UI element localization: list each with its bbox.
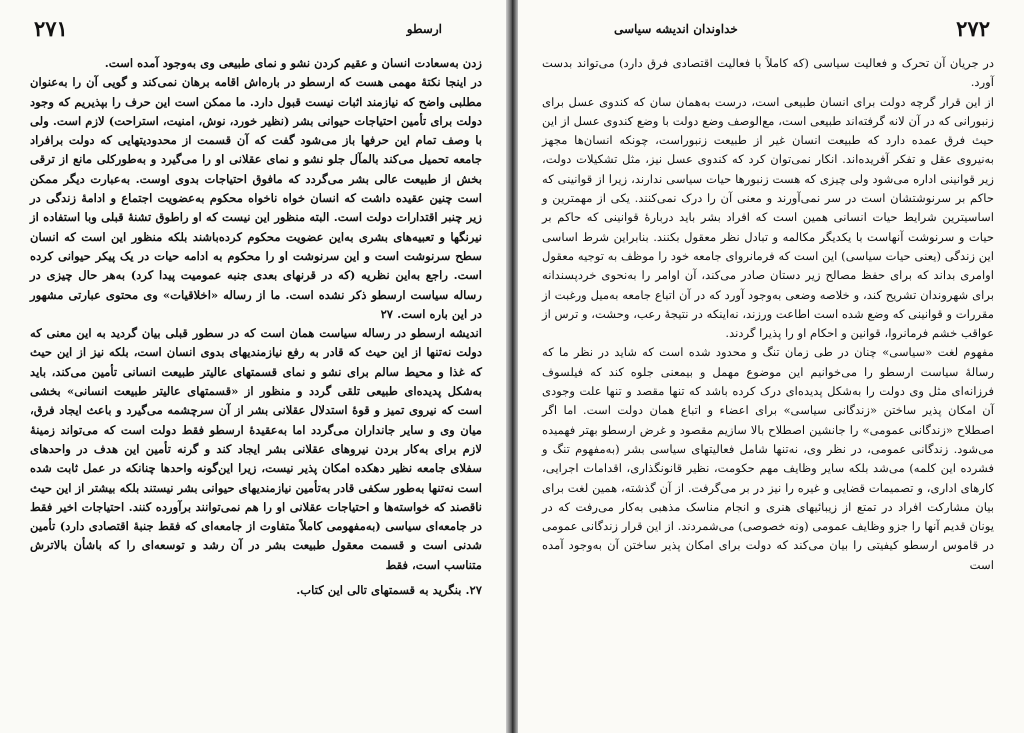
left-paragraph-1: زدن به‌سعادت انسان و عقیم کردن نشو و نمای طبیعی وی به‌وجود آمده است. xyxy=(104,56,482,70)
book-spine xyxy=(506,0,518,733)
right-page-header xyxy=(542,14,994,54)
left-page-header xyxy=(30,14,482,54)
right-running-title: خداوندان اندیشه سیاسی xyxy=(614,22,738,36)
right-page-number: ۲۷۲ xyxy=(956,16,990,41)
left-paragraph-3: اندیشه ارسطو در رساله سیاست همان است که در سطور قبلی بیان گردید به این معنی که دولت نه‌تنها از این حیث که قادر به رفع نیازمندیهای بدوی انسان است، بلکه نیز از این حیث که غذا و محیط سالم برای نشو و نمای قسمتهای عالیتر طبیعت انسانی تأمین می‌کند، باید به‌شکل پدیده‌ای طبیعی تلقی گردد و منظور از «قسمتهای عالیتر طبیعت انسانی» بخشی است که نیروی تمیز و قوهٔ استدلال عقلانی بشر از آن سرچشمه می‌گیرد و باعث ایجاد فرق، میان وی و سایر جانداران می‌گردد اما به‌عقیدهٔ ارسطو فقط دولت است که می‌تواند زمینهٔ لازم برای به‌کار بردن نیروهای عقلانی بشر ایجاد کند و گرنه تأمین این هدف در واحدهای سفلای جامعه نظیر دهکده امکان پذیر نیست، زیرا این‌گونه واحدها چنانکه در عمل ثابت شده است نه‌تنها به‌طور سکفی قادر به‌تأمین نیازمندیهای حیوانی بشر نیستند بلکه بیشتر از این حیث ناقصند که خواسته‌ها و احتیاجات عقلانی او را هم نمی‌توانند برآورده کنند. احتیاجات اخیر فقط در جامعه‌ای سیاسی (به‌مفهومی کاملاً متفاوت از جامعه‌ای که فقط جنبهٔ اقتصادی دارد) تأمین شدنی است و قسمت معقول طبیعت بشر در آن رشد و توسعه‌ای را که باشأن بالاترش متناسب است، فقط xyxy=(30,326,482,572)
left-paragraph-2: در اینجا نکتهٔ مهمی هست که ارسطو در باره‌اش اقامه برهان نمی‌کند و گویی آن را به‌عنوان مطلبی واضح که نیازمند اثبات نیست قبول دارد. ما ممکن است این حرف را بپذیریم که وجود دولت برای تأمین احتیاجات حیوانی بشر (نظیر خورد، نوش، امنیت، استراحت) لازم است. ولی با وصف تمام این حرفها باز می‌شود گفت که آن قسمت از محدودیتهایی که دولت برافراد جامعه تحمیل می‌کند بالمآل جلو نشو و نمای عقلانی او را می‌گیرد و به‌طورکلی مانع از ترقی بخش از طبیعت عالی بشر می‌گردد که مافوق احتیاجات بدوی اوست. به‌عبارت دیگر ممکن است چنین عقیده داشت که انسان خواه ناخواه محکوم به‌عضویت اجتماع و ادامهٔ زندگی در زیر چنبر اقتدارات دولت است. البته منظور این نیست که او راطوق تشنهٔ قبلی وبا استفاده از نیرنگها و تعبیه‌های بشری به‌این عضویت محکوم کرده‌باشند بلکه منظور این است که انسان سطح سرنوشت است و این سرنوشت او را محکوم به ادامه حیات در یک پیکر حیوانی کرده است. راجع به‌این نظریه (که در قرنهای بعدی جنبه عمومیت پیدا کرد) به‌هر حال چیزی در رساله سیاست ارسطو ذکر نشده است. ما از رساله «اخلاقیات» وی محتوی عبارتی مشهور در این باره است. ۲۷ xyxy=(30,75,482,321)
right-paragraph-3: مفهوم لغت «سیاسی» چنان در طی زمان تنگ و محدود شده است که شاید در نظر ما که رسالهٔ سیاست ارسطو را می‌خوانیم این موضوع مهمل و بیمعنی جلوه کند که فیلسوف فرزانه‌ای مثل وی دولت را به‌شکل پدیده‌ای درک کرده باشد که تنها مقصد و تنها علت وجودی آن امکان پذیر ساختن «زندگانی سیاسی» برای اعضاء و اتباع همان دولت است. اما اگر اصطلاح «زندگانی عمومی» را جانشین اصطلاح بالا سازیم مقصود و غرض ارسطو بهتر فهمیده می‌شود. زندگانی عمومی، در نظر وی، نه‌تنها شامل فعالیتهای سیاسی بشر (به‌مفهوم تنگ و فشرده این کلمه) می‌شد بلکه سایر وظایف مهم حکومت، نظیر قانونگذاری، اقدامات اجرایی، کارهای اداری، و تصمیمات قضایی و غیره را نیز در بر می‌گرفت. از آن گذشته، همین لغت برای بیان مشارکت افراد در تمتع از زیبائیهای هنری و انجام مناسک مذهبی به‌کار می‌رفت که در یونان قدیم آنها را جزو وظایف عمومی (ونه خصوصی) می‌شمردند. از این قرار زندگانی عمومی در قاموس ارسطو کیفیتی را بیان می‌کند که دولت برای امکان پذیر ساختن آن به‌وجود آمده است xyxy=(542,345,994,572)
left-page-body xyxy=(30,54,482,600)
right-paragraph-1: در جریان آن تحرک و فعالیت سیاسی (که کاملاً با فعالیت اقتصادی فرق دارد) می‌تواند بدست آورد. xyxy=(542,56,994,90)
left-page-number: ۲۷۱ xyxy=(34,16,68,41)
right-page xyxy=(512,0,1024,733)
right-page-body xyxy=(542,54,994,575)
right-paragraph-2: از این قرار گرچه دولت برای انسان طبیعی است، درست به‌همان سان که کندوی عسل برای زنبورانی که در آن لانه گرفته‌اند طبیعی است، مع‌الوصف وضع دولت با وضع کندوی عسل از این حیث فرق عمده دارد که طبیعت انسان غیر از طبیعت زنبوراست، چونکه انسان‌ها مجهز به‌نیروی عقل و تفکر آفریده‌اند. انکار نمی‌توان کرد که کندوی عسل نیز، مثل تشکیلات دولت، زیر قوانینی اداره می‌شود ولی چیزی که هست زنبورها حیات سیاسی ندارند، زیرا از قوانینی که حاکم بر سرنوشتشان است در سر نمی‌آورند و معنی آن را درک نمی‌کنند. یکی از مهمترین و اساسیترین شرایط حیات انسانی همین است که افراد بشر باید دربارهٔ قوانینی که حاکم بر حیات و سرنوشت آنهاست با یکدیگر مکالمه و تبادل نظر معقول بکنند. بنابراین شرط اساسی این زندگی (یعنی حیات سیاسی) این است که فرمانروای جامعه خود را موظف به توجیه معقول اوامری بداند که برای حفظ مصالح زیر دستان صادر می‌کند، آن اوامر را به‌نحوی خردپسندانه برای شهروندان تشریح کند، و خلاصه وضعی به‌وجود آورد که در آن اتباع جامعه به‌میل ورغبت از مقررات و قوانینی که وضع شده است اطاعت ورزند، نه‌اینکه در نتیجهٔ رعب، وحشت، و ترس از عواقب خشم فرمانروا، قوانین و احکام او را پذیرا گردند. xyxy=(542,94,994,341)
footnote: ۲۷. بنگرید به قسمتهای تالی این کتاب. xyxy=(296,583,482,598)
left-running-title: ارسطو xyxy=(406,22,442,36)
